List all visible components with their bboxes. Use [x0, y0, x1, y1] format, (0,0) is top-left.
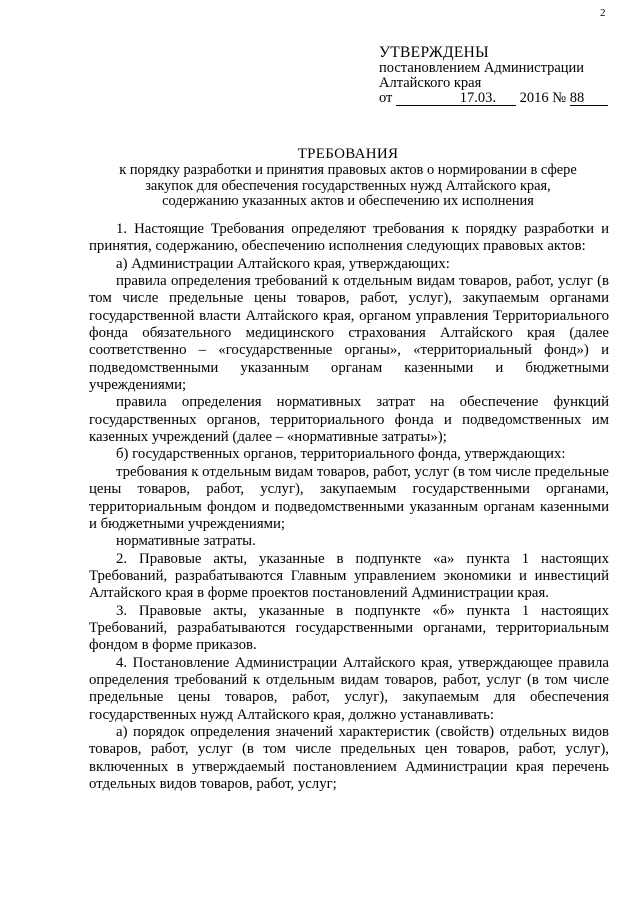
page-number: 2: [600, 7, 606, 19]
paragraph-1: 1. Настоящие Требования определяют требования к порядку разработки и принятия, содержанию, обеспечению исполнения следующих правовых актов:: [89, 221, 609, 255]
approval-line-1: постановлением Администрации: [379, 60, 585, 76]
title-line-1: к порядку разработки и принятия правовых актов о нормировании в сфере: [119, 161, 577, 178]
paragraph-2: 2. Правовые акты, указанные в подпункте «а» пункта 1 настоящих Требований, разрабатываются Главным управлением экономики и инвестиций Алтайского края в форме проектов постановлений Администрации края.: [89, 550, 609, 602]
approval-date: 17.03.: [396, 91, 516, 106]
paragraph-1a-rules-requirements: правила определения требований к отдельным видам товаров, работ, услуг (в том числе предельные цены товаров, работ, услуг), закупаемым органами государственной власти Алтайского края, органом управления Территориального фонда обязательного медицинского страхования Алтайского края (далее соответственно – «государственные органы», «территориальный фонд») и подведомственными указанным органам казенными и бюджетными учреждениями;: [89, 273, 609, 394]
paragraph-1b: б) государственных органов, территориального фонда, утверждающих:: [116, 446, 566, 463]
title-line-3: содержанию указанных актов и обеспечению их исполнения: [162, 193, 534, 210]
approval-year: 2016 №: [519, 90, 567, 106]
approval-number: 88: [570, 91, 608, 106]
paragraph-4: 4. Постановление Администрации Алтайского края, утверждающее правила определения требований к отдельным видам товаров, работ, услуг (в том числе предельные цены товаров, работ, услуг), закупаемым для обеспечения государственных нужд Алтайского края, должно устанавливать:: [89, 654, 609, 723]
title-line-2: закупок для обеспечения государственных нужд Алтайского края,: [145, 177, 551, 194]
paragraph-1b-costs: нормативные затраты.: [116, 533, 256, 550]
paragraph-1a-rules-costs: правила определения нормативных затрат на обеспечение функций государственных органов, территориального фонда и подведомственных им казенных учреждений (далее – «нормативные затраты»);: [89, 394, 609, 446]
paragraph-3: 3. Правовые акты, указанные в подпункте «б» пункта 1 настоящих Требований, разрабатываются государственными органами, территориальным фондом в форме приказов.: [89, 602, 609, 654]
document-title: [90, 147, 606, 210]
approval-date-prefix: от: [379, 90, 393, 106]
paragraph-4a: а) порядок определения значений характеристик (свойств) отдельных видов товаров, работ, услуг (в том числе предельных цен товаров, работ, услуг), включенных в утверждаемый постановлением Администрации края перечень отдельных видов товаров, работ, услуг;: [89, 723, 609, 792]
approval-line-2: Алтайского края: [379, 75, 482, 91]
paragraph-1a: а) Администрации Алтайского края, утверждающих:: [116, 255, 450, 272]
document-body: [89, 221, 609, 793]
title-heading: ТРЕБОВАНИЯ: [297, 146, 399, 162]
paragraph-1b-requirements: требования к отдельным видам товаров, работ, услуг (в том числе предельные цены товаров, работ, услуг), закупаемым государственными органами, территориальным фондом и подведомственными указанным органам казенными и бюджетными учреждениями;: [89, 463, 609, 532]
approval-date-line: [379, 91, 629, 106]
approval-stamp: [379, 45, 629, 106]
approval-heading: УТВЕРЖДЕНЫ: [379, 44, 489, 61]
